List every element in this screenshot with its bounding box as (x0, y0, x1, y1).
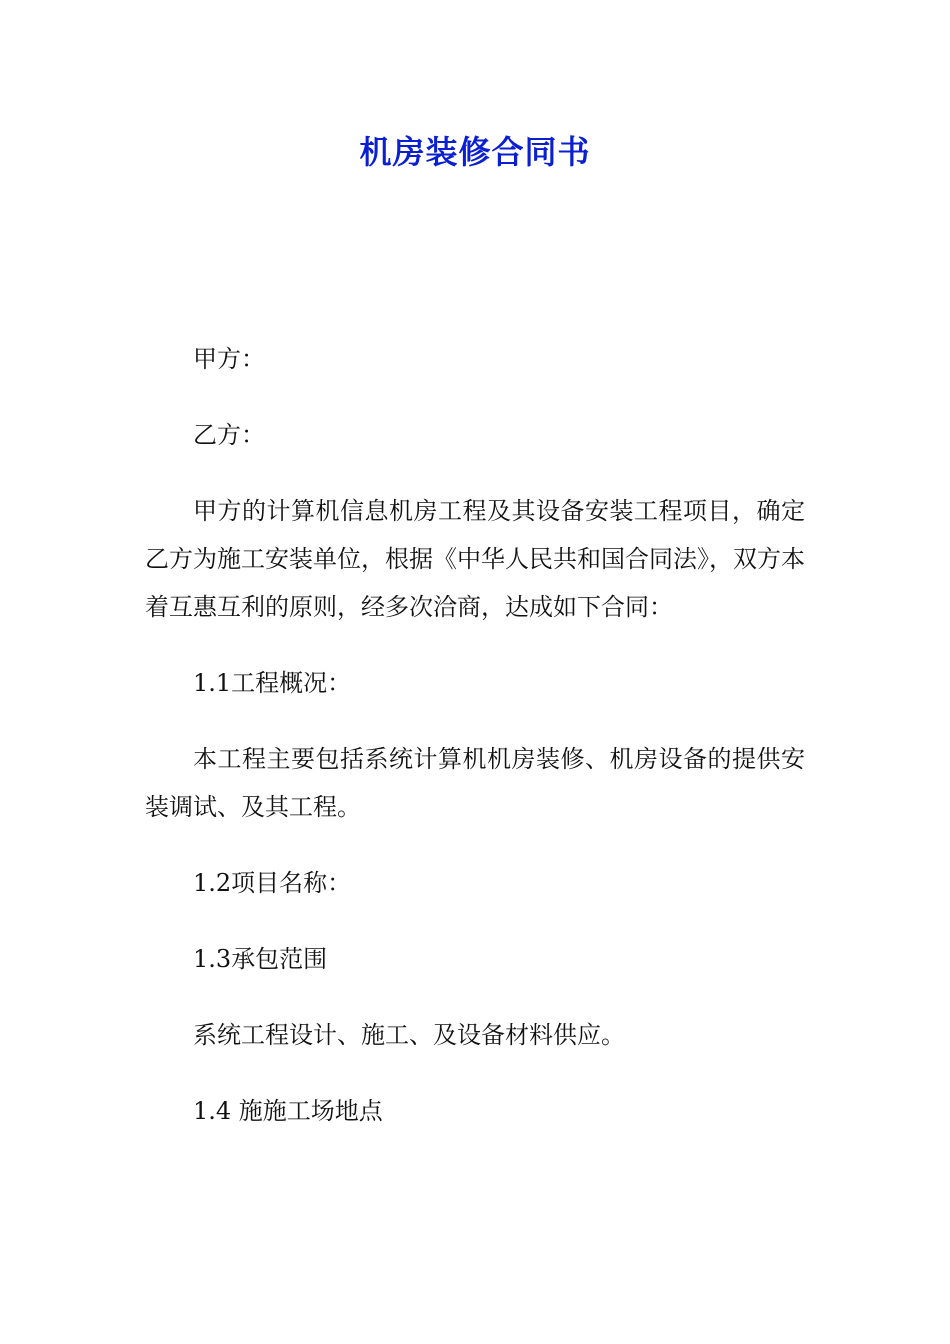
document-body (145, 335, 805, 1163)
contract-preamble: 甲方的计算机信息机房工程及其设备安装工程项目，确定乙方为施工安装单位，根据《中华人民共和国合同法》，双方本着互惠互利的原则，经多次洽商，达成如下合同： (145, 497, 805, 621)
party-b-line: 乙方： (193, 421, 265, 449)
project-overview-text: 本工程主要包括系统计算机机房装修、机房设备的提供安装调试、及其工程。 (145, 745, 805, 821)
scope-text: 系统工程设计、施工、及设备材料供应。 (193, 1021, 625, 1049)
section-1-1-heading: 1.1工程概况： (193, 669, 352, 697)
section-1-3-heading: 1.3承包范围 (193, 945, 328, 973)
section-1-4-heading: 1.4 施施工场地点 (193, 1097, 383, 1125)
section-1-2-heading: 1.2项目名称： (193, 869, 352, 897)
party-a-line: 甲方： (193, 345, 265, 373)
document-title: 机房装修合同书 (359, 133, 591, 171)
